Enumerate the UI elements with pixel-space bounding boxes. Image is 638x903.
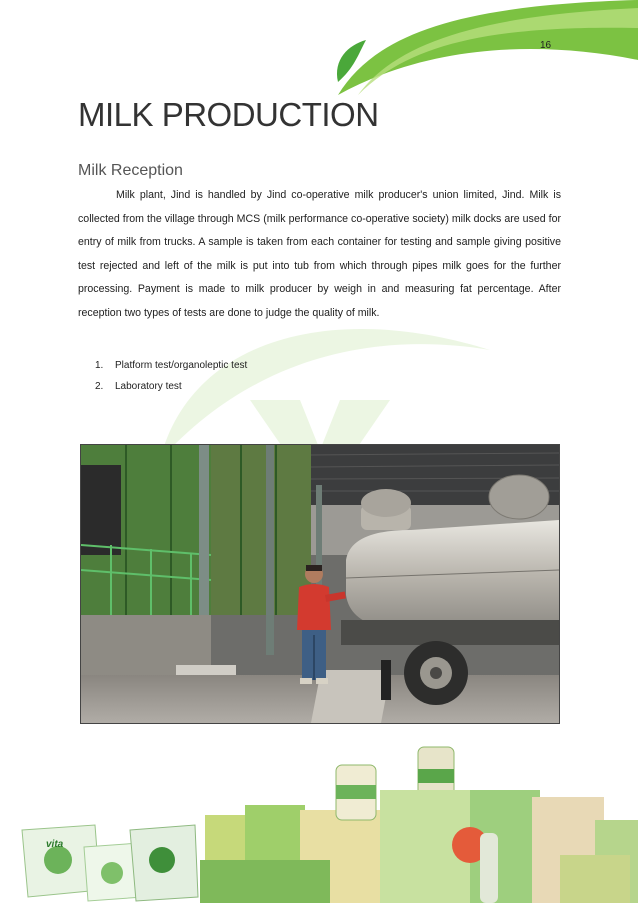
list-item-label: Laboratory test [115, 381, 182, 392]
list-item [95, 359, 247, 380]
list-item-number: 2. [95, 381, 104, 392]
milk-pouch-icon [130, 825, 198, 901]
milk-tanker-photo [80, 444, 560, 724]
list-item [95, 380, 247, 401]
page-title: MILK PRODUCTION [78, 96, 379, 133]
page-number: 16 [540, 40, 552, 51]
section-heading: Milk Reception [78, 162, 183, 179]
list-item-number: 1. [95, 360, 104, 371]
milk-tanker-illustration [81, 445, 559, 723]
test-list [95, 359, 247, 401]
list-item-label: Platform test/organoleptic test [115, 360, 248, 371]
vita-products-collage [0, 735, 638, 903]
body-paragraph: Milk plant, Jind is handled by Jind co-operative milk producer's union limited, Jind. Milk is collected from the village through MCS (milk performance co-operative society) milk docks are used for entry of milk from trucks. A sample is taken from each container for testing and sample giving positive test rejected and left of the milk is put into tub from which through pipes milk goes for the further processing. Payment is made to milk producer by weigh in and measuring fat percentage. After reception two types of tests are done to judge the quality of milk. [78, 189, 561, 319]
corner-swoosh-decoration [318, 0, 638, 95]
pouch-brand-text: vita [46, 839, 64, 850]
milk-tin-icon [336, 765, 376, 820]
